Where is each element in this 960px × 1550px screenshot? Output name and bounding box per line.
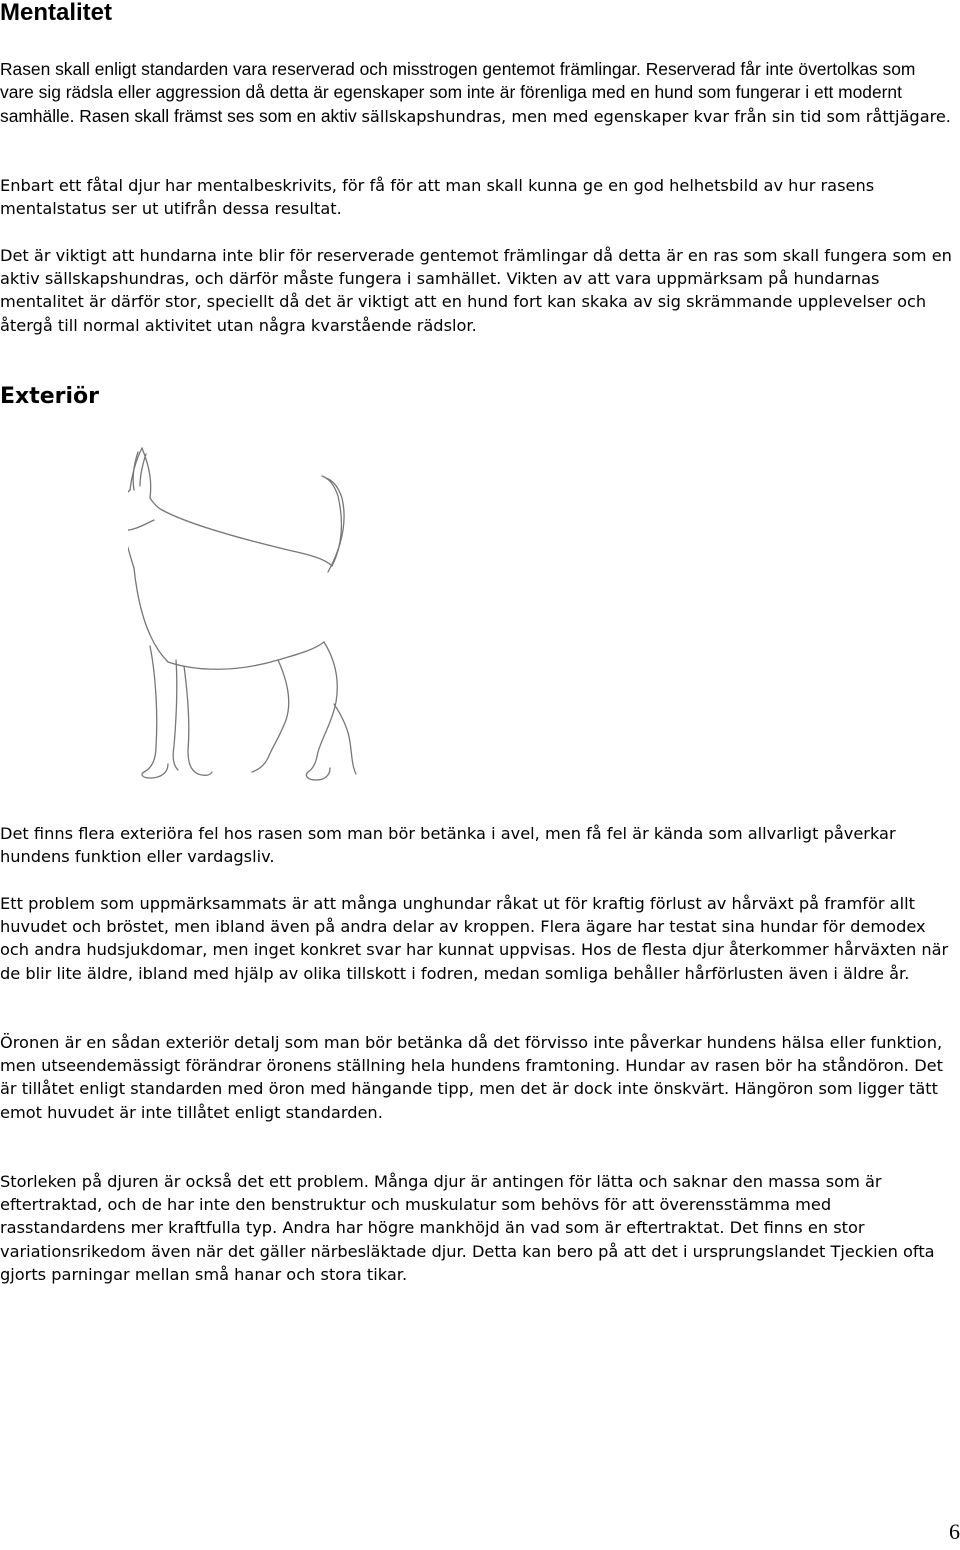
exterior-paragraph-3: Öronen är en sådan exteriör detalj som man bör betänka då det förvisso inte påverkar hundens hälsa eller funktion, men utseendemässigt förändrar öronens ställning hela hundens framtoning. Hundar av rasen bör ha ståndöron. Det är tillåtet enligt standarden med öron med hängande tipp, men det är dock inte önskvärt. Hängöron som ligger tätt emot huvudet är inte tillåtet enligt standarden. — [0, 1033, 943, 1122]
mentalitet-paragraph-1-end: . — [945, 105, 951, 126]
mentalitet-paragraph-1 — [0, 58, 952, 128]
mentalitet-paragraph-3: Det är viktigt att hundarna inte blir för reserverade gentemot främlingar då detta är en ras som skall fungera som en aktiv sällskapshundras, och därför måste fungera i samhället. Vikten av att vara uppmärksam på hundarnas mentalitet är därför stor, speciellt då det är viktigt att en hund fort kan skaka av sig skrämmande upplevelser och återgå till normal aktivitet utan några kvarstående rädslor. — [0, 246, 952, 335]
section-heading-mentalitet: Mentalitet — [0, 0, 113, 26]
mentalitet-paragraph-1-text: Rasen skall enligt standarden vara reserverad och misstrogen gentemot främlingar. Reserverad får inte övertolkas som vare sig rädsla eller aggression då detta är egenskaper som inte är förenliga med en hund som fungerar i ett modernt samhälle. Rasen skall främst ses som en aktiv — [0, 59, 916, 126]
section-heading-exterior: Exteriör — [0, 384, 100, 409]
mentalitet-paragraph-2: Enbart ett fåtal djur har mentalbeskrivits, för få för att man skall kunna ge en god helhetsbild av hur rasens mentalstatus ser ut utifrån dessa resultat. — [0, 176, 875, 219]
exterior-paragraph-1: Det finns flera exteriöra fel hos rasen som man bör betänka i avel, men få fel är kända som allvarligt påverkar hundens funktion eller vardagsliv. — [0, 824, 896, 867]
dog-outline-illustration — [128, 446, 364, 782]
page-number: 6 — [949, 1519, 960, 1544]
exterior-paragraph-4: Storleken på djuren är också det ett problem. Många djur är antingen för lätta och saknar den massa som är eftertraktad, och de har inte den benstruktur och muskulatur som behövs för att överensstämma med rasstandardens mer kraftfulla typ. Andra har högre mankhöjd än vad som är eftertraktat. Det finns en stor variationsrikedom även när det gäller närbesläktade djur. Detta kan bero på att det i ursprungslandet Tjeckien ofta gjorts parningar mellan små hanar och stora tikar. — [0, 1172, 935, 1284]
exterior-paragraph-2: Ett problem som uppmärksammats är att många unghundar råkat ut för kraftig förlust av hårväxt på framför allt huvudet och bröstet, men ibland även på andra delar av kroppen. Flera ägare har testat sina hundar för demodex och andra hudsjukdomar, men inget konkret svar har kunnat uppvisas. Hos de flesta djur återkommer hårväxten när de blir lite äldre, ibland med hjälp av olika tillskott i fodren, medan somliga behåller hårförlusten även i äldre år. — [0, 894, 949, 983]
mentalitet-paragraph-1-verdana-text: sällskapshundras, men med egenskaper kvar från sin tid som råttjägare — [361, 106, 946, 126]
